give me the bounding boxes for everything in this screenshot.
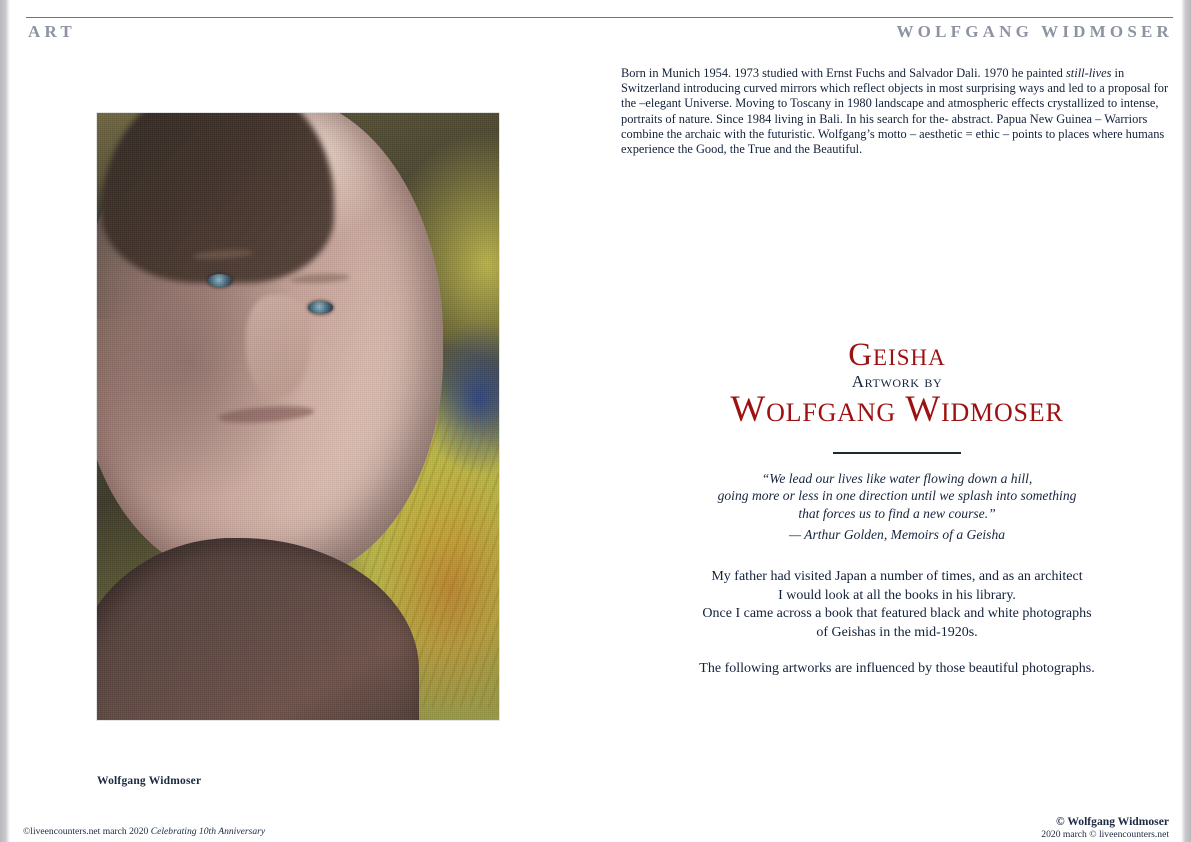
body-line-2: I would look at all the books in his library. — [778, 587, 1016, 603]
header-section-label: ART — [28, 22, 76, 41]
artist-portrait-photo — [97, 113, 499, 720]
header-artist-label: WOLFGANG WIDMOSER — [896, 22, 1173, 41]
body-line-5: The following artworks are influenced by those beautiful photographs. — [699, 661, 1095, 676]
body-line-1: My father had visited Japan a number of times, and as an architect — [711, 569, 1083, 584]
footer-left — [23, 826, 265, 837]
footer-left-italic: Celebrating 10th Anniversary — [150, 826, 266, 837]
quote-line-3: that forces us to find a new course.” — [798, 505, 996, 521]
photo-eye-right — [308, 301, 333, 314]
quote-line-2: going more or less in one direction until we splash into something — [717, 488, 1077, 504]
bio-text-part-1: Born in Munich 1954. 1973 studied with Ernst Fuchs and Salvador Dali. 1970 he painted — [621, 66, 1066, 80]
body-line-3: Once I came across a book that featured black and white photographs — [702, 606, 1092, 621]
body-line-4: of Geishas in the mid-1920s. — [816, 624, 978, 640]
quote-attribution: — Arthur Golden, Memoirs of a Geisha — [788, 527, 1006, 542]
footer-left-plain: ©liveencounters.net march 2020 — [23, 826, 151, 837]
pull-quote — [621, 470, 1173, 522]
page-header — [26, 17, 1173, 48]
artwork-title-block — [621, 336, 1173, 454]
body-spacer — [621, 642, 1173, 660]
artist-biography — [621, 66, 1173, 157]
artwork-title: Geisha — [848, 337, 946, 373]
title-divider-rule — [833, 452, 961, 454]
footer-copyright-artist: © Wolfgang Widmoser — [1055, 815, 1169, 828]
artwork-artist-name: Wolfgang Widmoser — [730, 389, 1064, 430]
article-body — [621, 568, 1173, 679]
artwork-byline-label: Artwork by — [851, 372, 943, 391]
footer-right — [1041, 816, 1169, 841]
photo-eye-left — [208, 274, 233, 287]
bio-text-part-2: in Switzerland introducing curved mirrors which reflect objects in most surprising ways and led to a proposal for the –elegant Universe. Moving to Toscany in 1980 landscape and atmospheric effects crystallized to intense, portraits of nature. Since 1984 living in Bali. In his search for the- abstract. Papua New Guinea – Warriors combine the archaic with the futuristic. Wolfgang’s motto – aesthetic = ethic – points to places where humans experience the Good, the True and the Beautiful. — [621, 66, 1169, 157]
page-edge-left — [0, 0, 10, 842]
photo-caption: Wolfgang Widmoser — [97, 775, 202, 787]
footer-copyright-publisher: 2020 march © liveencounters.net — [1041, 828, 1169, 840]
bio-text-italic: still-lives — [1065, 66, 1112, 80]
quote-line-1: “We lead our lives like water flowing down a hill, — [761, 471, 1033, 486]
page-edge-right — [1181, 0, 1191, 842]
